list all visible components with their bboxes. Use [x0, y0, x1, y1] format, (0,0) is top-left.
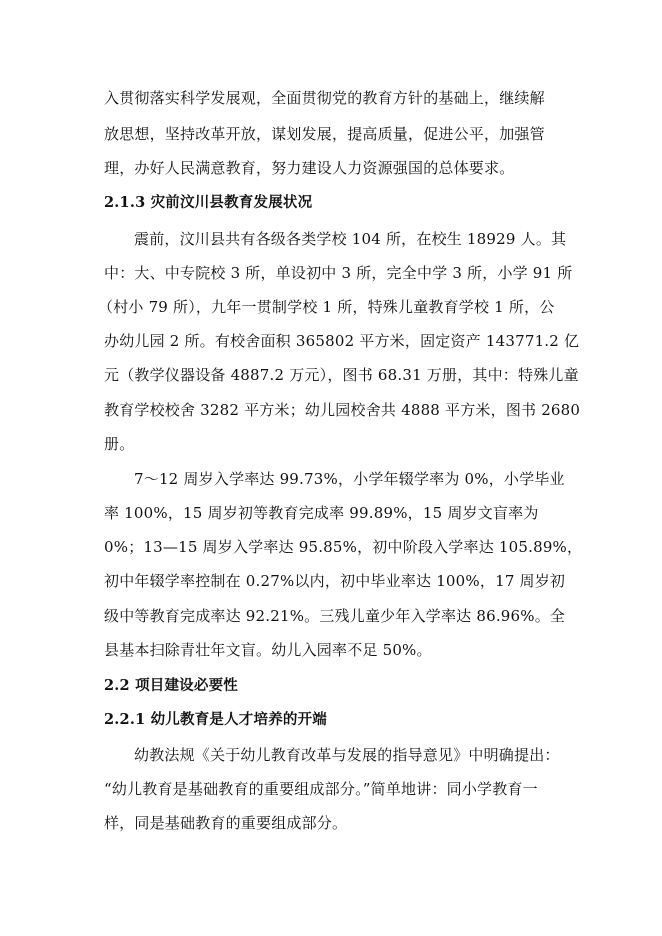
paragraph-line: 幼教法规《关于幼儿教育改革与发展的指导意见》中明确提出： [134, 746, 560, 764]
paragraph-line: 县基本扫除青壮年文盲。幼儿入园率不足 50%。 [104, 641, 432, 659]
paragraph-line: 级中等教育完成率达 92.21%。三残儿童少年入学率达 86.96%。全 [104, 607, 566, 625]
paragraph-line: 震前，汶川县共有各级各类学校 104 所，在校生 18929 人。其 [134, 230, 567, 248]
subsection-heading: 2.2.1 幼儿教育是人才培养的开端 [104, 711, 328, 728]
paragraph-line: “幼儿教育是基础教育的重要组成部分。”简单地讲：同小学教育一 [104, 780, 538, 798]
paragraph-line: 样，同是基础教育的重要组成部分。 [104, 814, 348, 832]
paragraph-line: 理，办好人民满意教育，努力建设人力资源强国的总体要求。 [104, 159, 515, 177]
paragraph-line: 0%；13—15 周岁入学率达 95.85%，初中阶段入学率达 105.89%， [104, 538, 583, 556]
paragraph-line: 办幼儿园 2 所。有校舍面积 365802 平方米，固定资产 143771.2 亿 [104, 332, 580, 350]
paragraph-line: 教育学校校舍 3282 平方米；幼儿园校舍共 4888 平方米，图书 2680 [104, 401, 581, 419]
paragraph-line: 率 100%，15 周岁初等教育完成率 99.89%，15 周岁文盲率为 [104, 504, 539, 522]
paragraph-line: 7～12 周岁入学率达 99.73%，小学年辍学率为 0%，小学毕业 [134, 470, 565, 488]
section-heading: 2.1.3 灾前汶川县教育发展状况 [104, 194, 313, 211]
paragraph-line: 放思想，坚持改革开放，谋划发展，提高质量，促进公平，加强管 [104, 125, 545, 143]
paragraph-line: 元（教学仪器设备 4887.2 万元），图书 68.31 万册，其中：特殊儿童 [104, 366, 579, 384]
paragraph-line: 初中年辍学率控制在 0.27%以内，初中毕业率达 100%，17 周岁初 [104, 572, 566, 590]
paragraph-line: 中：大、中专院校 3 所，单设初中 3 所，完全中学 3 所，小学 91 所 [104, 264, 573, 282]
paragraph-line: 入贯彻落实科学发展观，全面贯彻党的教育方针的基础上，继续解 [104, 89, 545, 107]
section-heading: 2.2 项目建设必要性 [104, 677, 238, 694]
paragraph-line: 册。 [104, 435, 135, 453]
paragraph-line: （村小 79 所），九年一贯制学校 1 所，特殊儿童教育学校 1 所，公 [98, 298, 555, 316]
